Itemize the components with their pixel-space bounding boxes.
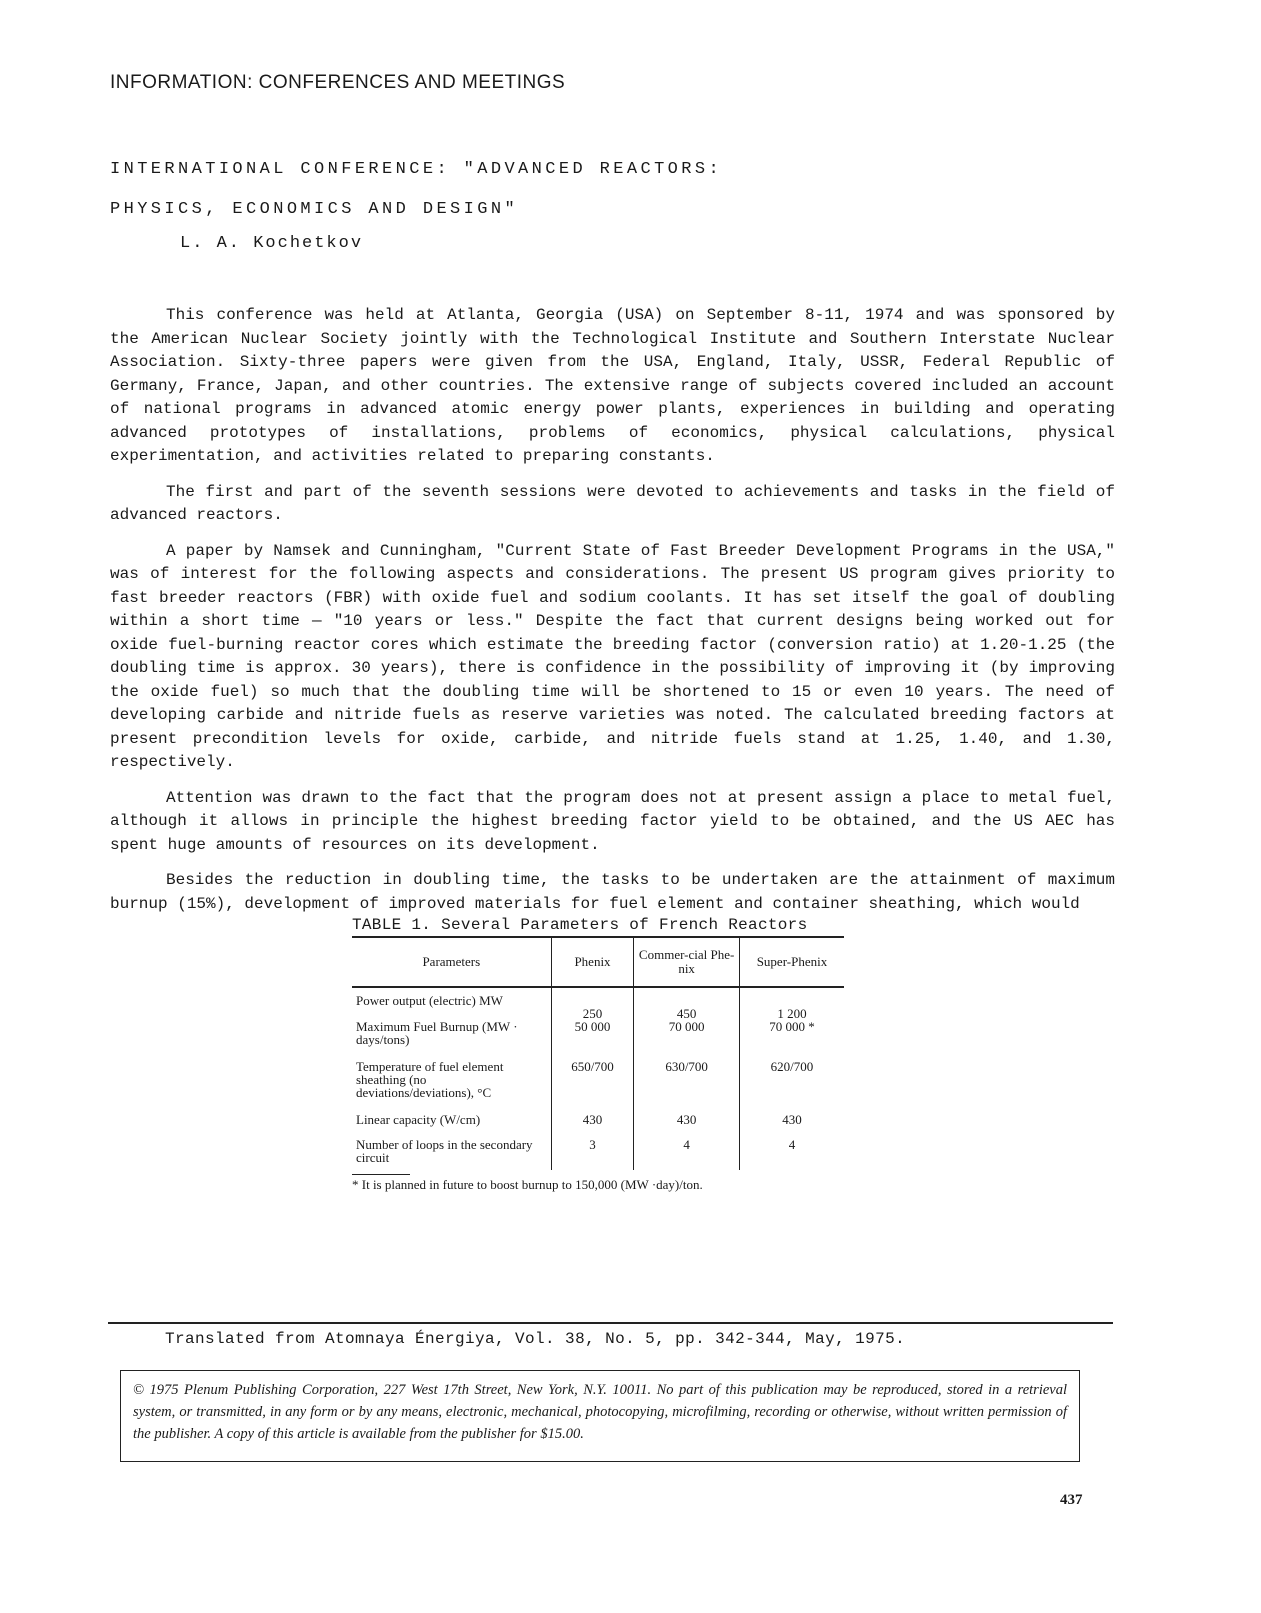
section-heading: INFORMATION: CONFERENCES AND MEETINGS xyxy=(110,72,566,93)
table-cell: 70 000 * xyxy=(739,1020,844,1046)
footnote-rule xyxy=(352,1174,410,1175)
table-header-row xyxy=(352,938,844,987)
column-header: Commer-cial Phe-nix xyxy=(634,938,740,987)
table-cell-param: Temperature of fuel element sheathing (no deviations/deviations), °C xyxy=(356,1059,504,1100)
copyright-notice: © 1975 Plenum Publishing Corporation, 227 West 17th Street, New York, N.Y. 10011. No part of this publication may be reproduced, stored in a retrieval system, or transmitted, in any form or by any means, electronic, mechanical, photocopying, microfilming, recording or otherwise, without written permission of the publisher. A copy of this article is available from the publisher for $15.00. xyxy=(120,1370,1080,1462)
table-cell-param: Power output (electric) MW xyxy=(356,993,503,1008)
table-cell: 50 000 xyxy=(551,1020,634,1046)
author-name: L. A. Kochetkov xyxy=(180,234,364,253)
table-cell: 630/700 xyxy=(634,1046,740,1099)
table-cell: 450 xyxy=(634,987,740,1020)
table-cell-param: Linear capacity (W/cm) xyxy=(356,1112,481,1127)
table-caption: TABLE 1. Several Parameters of French Reactors xyxy=(352,916,844,938)
column-header: Phenix xyxy=(551,938,634,987)
translation-source: Translated from Atomnaya Énergiya, Vol. 38, No. 5, pp. 342-344, May, 1975. xyxy=(165,1330,906,1348)
article-title-line-1: INTERNATIONAL CONFERENCE: "ADVANCED REACTORS: xyxy=(110,160,723,179)
table-row xyxy=(352,1126,844,1170)
reactor-parameters-table xyxy=(352,938,844,1170)
table-cell: 430 xyxy=(739,1099,844,1126)
table-cell: 1 200 xyxy=(739,987,844,1020)
article-title xyxy=(110,150,722,230)
paragraph: The first and part of the seventh sessions were devoted to achievements and tasks in the field of advanced reactors. xyxy=(110,482,1115,524)
table-cell: 3 xyxy=(551,1126,634,1170)
table-footnote: * It is planned in future to boost burnup to 150,000 (MW ·day)/ton. xyxy=(352,1177,703,1192)
table-row xyxy=(352,1046,844,1099)
footer-divider xyxy=(108,1322,1113,1324)
article-body xyxy=(110,304,1115,928)
paragraph: Besides the reduction in doubling time, the tasks to be undertaken are the attainment of maximum burnup (15%), development of improved materials for fuel element and container sheathing, which would xyxy=(110,871,1115,913)
paragraph: A paper by Namsek and Cunningham, "Current State of Fast Breeder Development Programs in the USA," was of interest for the following aspects and considerations. The present US program gives priority to fast breeder reactors (FBR) with oxide fuel and sodium coolants. It has set itself the goal of doubling within a short time — "10 years or less." Despite the fact that current designs being worked out for oxide fuel-burning reactor cores which estimate the breeding factor (conversion ratio) at 1.20-1.25 (the doubling time is approx. 30 years), there is confidence in the possibility of improving it (by improving the oxide fuel) so much that the doubling time will be shortened to 15 or even 10 years. The need of developing carbide and nitride fuels as reserve varieties was noted. The calculated breeding factors at present precondition levels for oxide, carbide, and nitride fuels stand at 1.25, 1.40, and 1.30, respectively. xyxy=(110,541,1115,771)
table-cell: 250 xyxy=(551,987,634,1020)
paragraph: This conference was held at Atlanta, Georgia (USA) on September 8-11, 1974 and was sponsored by the American Nuclear Society jointly with the Technological Institute and Southern Interstate Nuclear Association. Sixty-three papers were given from the USA, England, Italy, USSR, Federal Republic of Germany, France, Japan, and other countries. The extensive range of subjects covered included an account of national programs in advanced atomic energy power plants, experiences in building and operating advanced prototypes of installations, problems of economics, physical calculations, physical experimentation, and activities related to preparing constants. xyxy=(110,306,1115,465)
page-number: 437 xyxy=(1060,1492,1083,1508)
table-container xyxy=(352,916,844,1193)
table-cell: 650/700 xyxy=(551,1046,634,1099)
table-cell-param: Maximum Fuel Burnup (MW · days/tons) xyxy=(356,1019,518,1047)
column-header: Super-Phenix xyxy=(739,938,844,987)
table-row xyxy=(352,1099,844,1126)
table-cell: 430 xyxy=(551,1099,634,1126)
table-cell: 4 xyxy=(739,1126,844,1170)
column-header: Parameters xyxy=(422,954,481,969)
table-row xyxy=(352,987,844,1020)
paragraph: Attention was drawn to the fact that the program does not at present assign a place to metal fuel, although it allows in principle the highest breeding factor yield to be obtained, and the US AEC has spent huge amounts of resources on its development. xyxy=(110,788,1115,854)
table-cell: 70 000 xyxy=(634,1020,740,1046)
table-cell-param: Number of loops in the secondary circuit xyxy=(356,1137,533,1165)
table-cell: 4 xyxy=(634,1126,740,1170)
table-cell: 430 xyxy=(634,1099,740,1126)
article-title-line-2: PHYSICS, ECONOMICS AND DESIGN" xyxy=(110,200,519,219)
table-row xyxy=(352,1020,844,1046)
table-cell: 620/700 xyxy=(739,1046,844,1099)
